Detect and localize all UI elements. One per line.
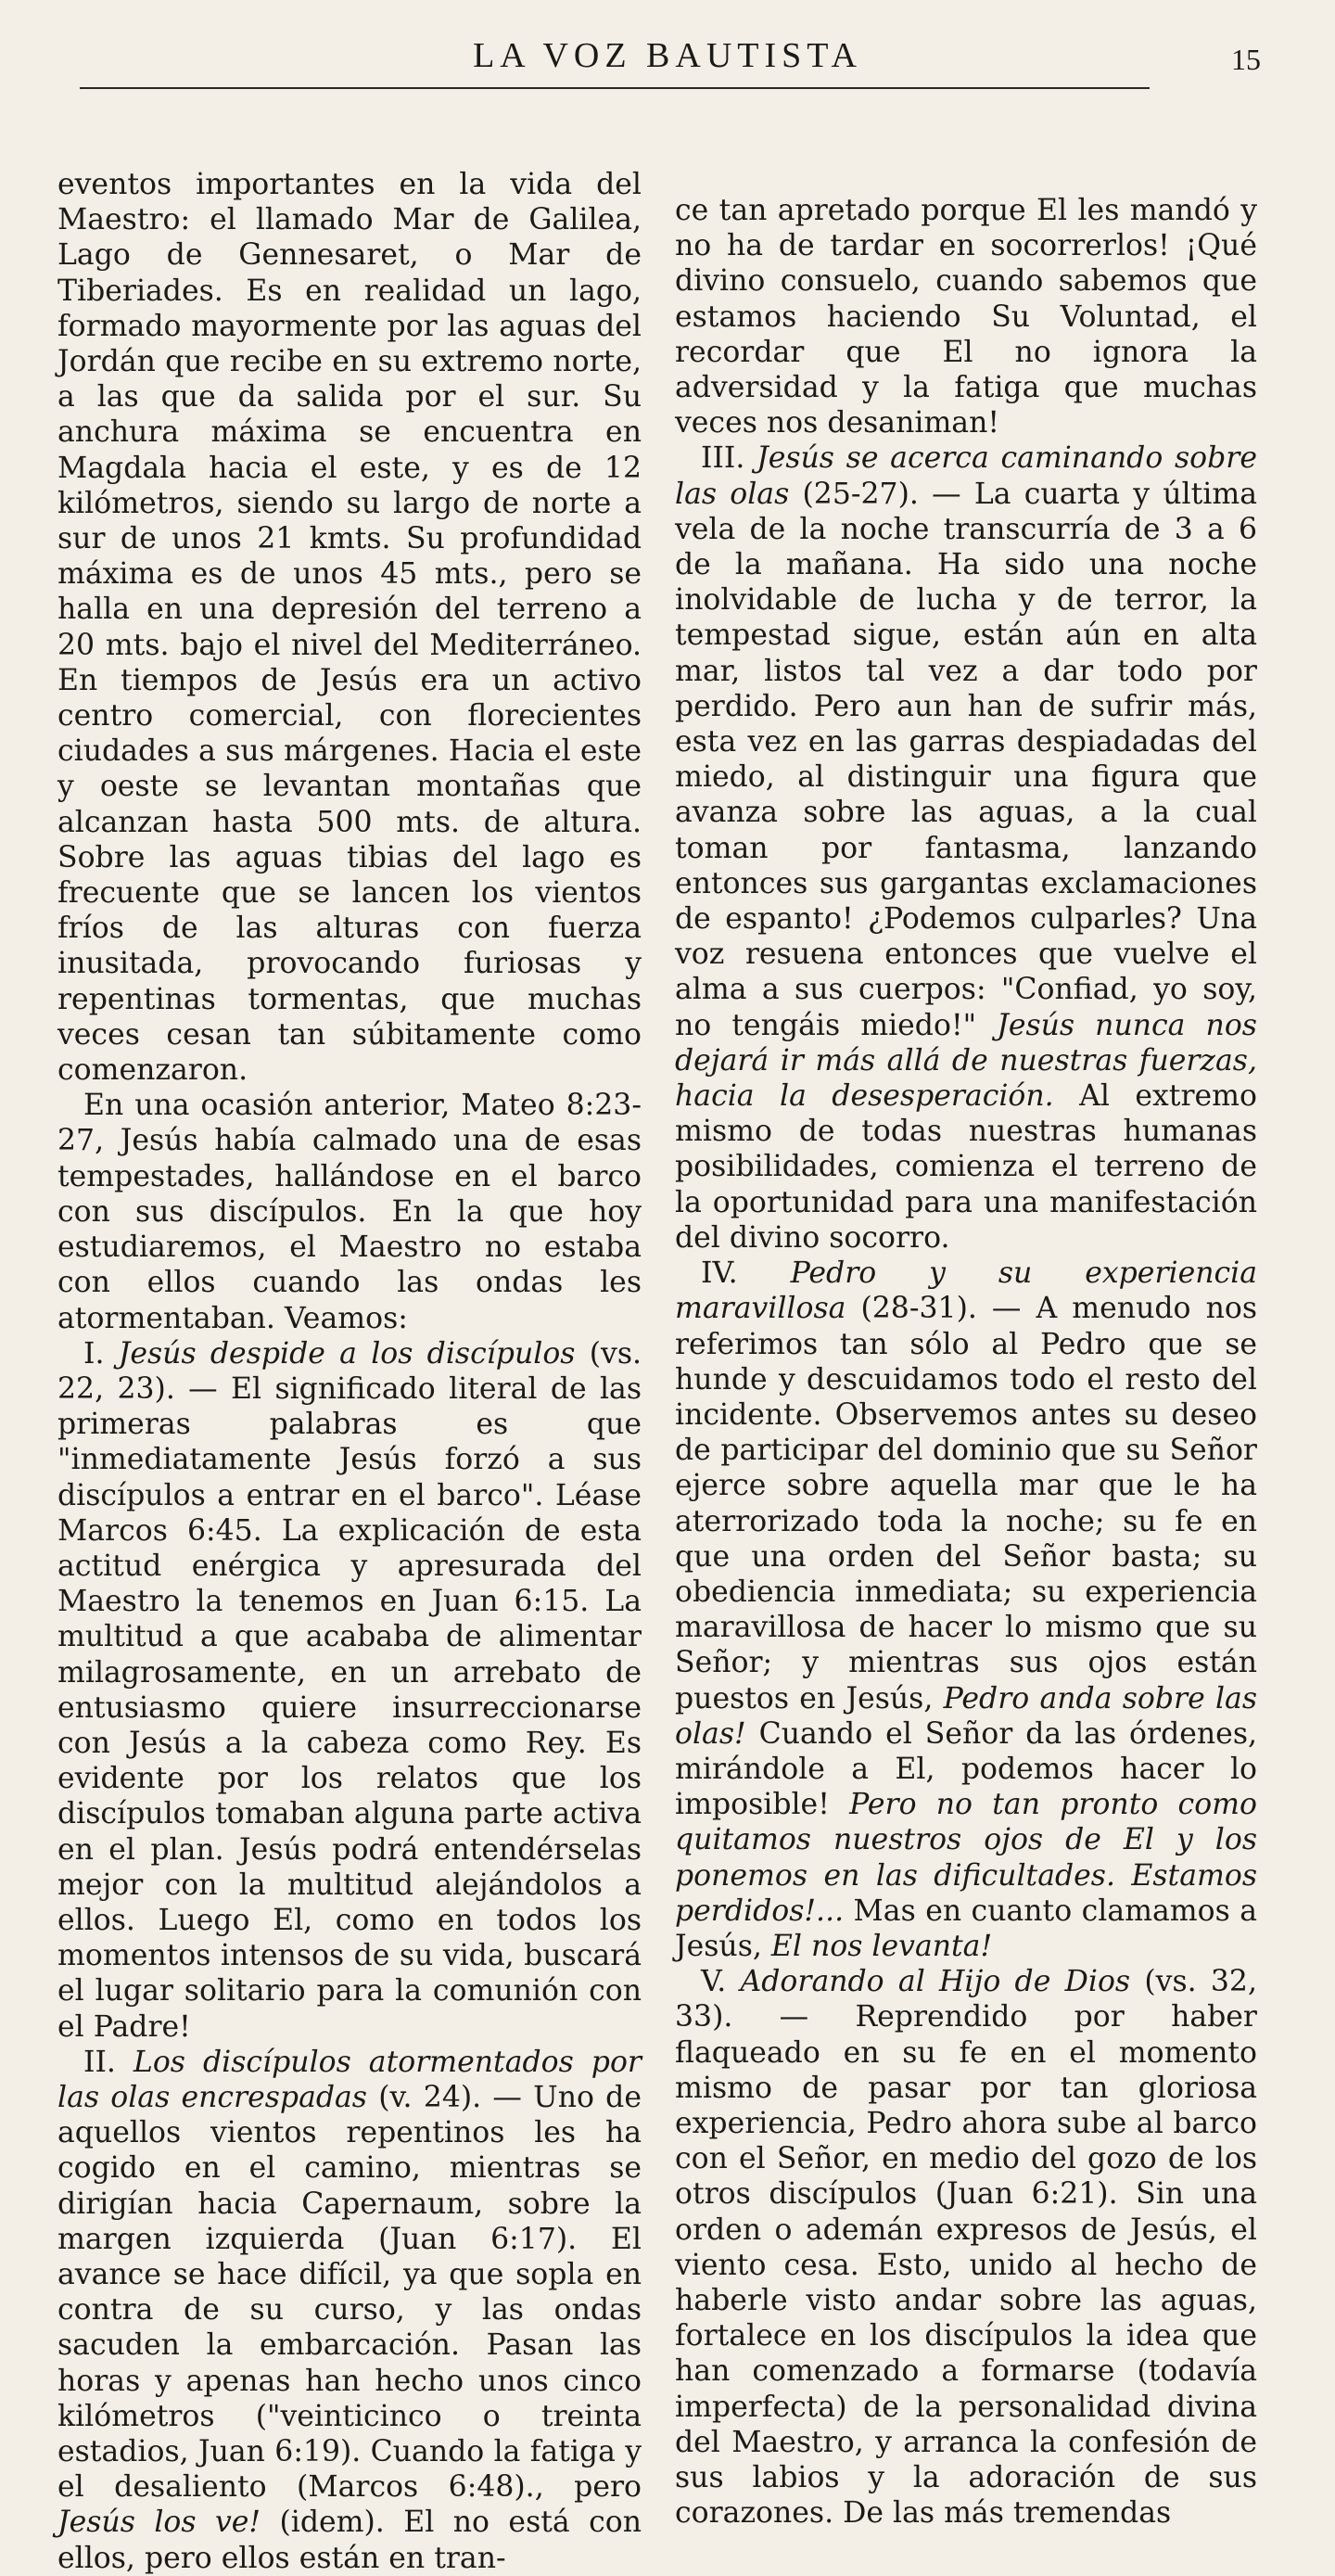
paragraph-continuation: ce tan apretado porque El les mandó y no ha de tardar en socorrerlos! ¡Qué divino consuelo, cuando sabemos que estamos haciendo Su Voluntad, el recordar que El no ignora la adversidad y la fatiga que muchas veces nos desaniman! <box>675 194 1257 440</box>
section-heading: Adorando al Hijo de Dios <box>740 1965 1131 1999</box>
section-text: (25-27). — La cuarta y última vela de la noche transcurría de 3 a 6 de la mañana. Ha sido una noche inolvidable de lucha y de terror, la tempestad sigue, están aún en alta mar, listos tal vez a dar todo por perdido. Pero aun han de sufrir más, esta vez en las garras despiadadas del miedo, al distinguir una figura que avanza sobre las aguas, a la cual toman por fantasma, lanzando entonces sus gargantas exclamaciones de espanto! ¿Podemos culparles? Una voz resuena entonces que vuelve el alma a sus cuerpos: "Confiad, yo soy, no tengáis miedo!" <box>675 477 1257 1042</box>
section-text: (vs. 32, 33). — Reprendido por haber flaqueado en su fe en el momento mismo de pasar por tan gloriosa experiencia, Pedro ahora sube al barco con el Señor, en medio del gozo de los otros discípulos (Juan 6:21). Sin una orden o ademán expresos de Jesús, el viento cesa. Esto, unido al hecho de haberle visto andar sobre las aguas, fortalece en los discípulos la idea que han comenzado a formarse (todavía imperfecta) de la personalidad divina del Maestro, y arranca la confesión de sus labios y la adoración de sus corazones. De las más tremendas <box>675 1965 1257 2531</box>
section-numeral: V. <box>701 1965 741 1999</box>
section-numeral: IV. <box>701 1256 791 1291</box>
section-text: Al extremo mismo de todas nuestras humanas posibilidades, comienza el terreno de la oportunidad para una manifestación del divino socorro. <box>675 1079 1257 1255</box>
section-v <box>675 1964 1257 2531</box>
paragraph-previous-occasion: En una ocasión anterior, Mateo 8:23-27, Jesús había calmado una de esas tempestades, hallándose en el barco con sus discípulos. En la que hoy estudiaremos, el Maestro no estaba con ellos cuando las ondas les atormentaban. Veamos: <box>57 1089 642 1335</box>
section-text: Mas en cuanto clamamos a Jesús, <box>675 1894 1257 1963</box>
section-emphasis: El nos levanta! <box>770 1929 993 1963</box>
section-text: (vs. 22, 23). — El significado literal de las primeras palabras es que "inmediatamente Jesús forzó a sus discípulos a entrar en el barco". Léase Marcos 6:45. La explicación de esta actitud enérgica y apresurada del Maestro la tenemos en Juan 6:15. La multitud a que acababa de alimentar milagrosamente, en un arrebato de entusiasmo quiere insurreccionarse con Jesús a la cabeza como Rey. Es evidente por los relatos que los discípulos tomaban alguna parte activa en el plan. Jesús podrá entendérselas mejor con la multitud alejándolos a ellos. Luego El, como en todos los momentos intensos de su vida, buscará el lugar solitario para la comunión con el Padre! <box>57 1336 642 2044</box>
section-text: (28-31). — A menudo nos referimos tan sólo al Pedro que se hunde y descuidamos todo el resto del incidente. Observemos antes su deseo de participar del dominio que su Señor ejerce sobre aquella mar que le ha aterrorizado toda la noche; su fe en que una orden del Señor basta; su obediencia inmediata; su experiencia maravillosa de hacer lo mismo que su Señor; y mientras sus ojos están puestos en Jesús, <box>675 1292 1257 1715</box>
section-iv <box>675 1256 1257 1964</box>
section-iii <box>675 440 1257 1256</box>
section-i <box>57 1336 642 2045</box>
right-column <box>675 193 1257 2531</box>
section-text: Cuando el Señor da las órdenes, mirándole a El, podemos hacer lo imposible! <box>675 1716 1257 1822</box>
section-heading: Los discípulos atormentados por las olas encrespadas <box>57 2045 642 2114</box>
section-heading: Jesús despide a los discípulos <box>118 1336 576 1371</box>
section-emphasis: Pero no tan pronto como quitamos nuestros ojos de El y los ponemos en las dificultades. Estamos perdidos!... <box>675 1788 1257 1928</box>
section-numeral: II. <box>83 2045 134 2079</box>
section-numeral: III. <box>701 441 757 476</box>
publication-title: LA VOZ BAUTISTA <box>473 36 862 75</box>
left-column <box>57 167 642 2576</box>
header-rule <box>80 87 1150 89</box>
paragraph-galilee: eventos importantes en la vida del Maestro: el llamado Mar de Galilea, Lago de Gennesaret, o Mar de Tiberiades. Es en realidad un lago, formado mayormente por las aguas del Jordán que recibe en su extremo norte, a las que da salida por el sur. Su anchura máxima se encuentra en Magdala hacia el este, y es de 12 kilómetros, siendo su largo de norte a sur de unos 21 kmts. Su profundidad máxima es de unos 45 mts., pero se halla en una depresión del terreno a 20 mts. bajo el nivel del Mediterráneo. En tiempos de Jesús era un activo centro comercial, con florecientes ciudades a sus márgenes. Hacia el este y oeste se levantan montañas que alcanzan hasta 500 mts. de altura. Sobre las aguas tibias del lago es frecuente que se lancen los vientos fríos de las alturas con fuerza inusitada, provocando furiosas y repentinas tormentas, que muchas veces cesan tan súbitamente como comenzaron. <box>57 168 642 1088</box>
section-heading: Jesús se acerca caminando sobre las olas <box>675 441 1257 511</box>
section-numeral: I. <box>83 1336 119 1371</box>
section-ii <box>57 2045 642 2576</box>
section-emphasis: Pedro anda sobre las olas! <box>675 1681 1257 1751</box>
section-heading: Pedro y su experiencia maravillosa <box>675 1256 1257 1326</box>
page-header <box>74 26 1261 91</box>
section-text: (v. 24). — Uno de aquellos vientos repentinos les ha cogido en el camino, mientras se dirigían hacia Capernaum, sobre la margen izquierda (Juan 6:17). El avance se hace difícil, ya que sopla en contra de su curso, y las ondas sacuden la embarcación. Pasan las horas y apenas han hecho unos cinco kilómetros ("veinticinco o treinta estadios, Juan 6:19). Cuando la fatiga y el desaliento (Marcos 6:48)., pero <box>57 2080 642 2505</box>
section-emphasis: Jesús nunca nos dejará ir más allá de nuestras fuerzas, hacia la desesperación. <box>675 1008 1257 1114</box>
section-emphasis: Jesús los ve! <box>57 2506 261 2540</box>
page-number: 15 <box>1231 43 1261 76</box>
section-text: (idem). El no está con ellos, pero ellos están en tran- <box>57 2506 642 2575</box>
